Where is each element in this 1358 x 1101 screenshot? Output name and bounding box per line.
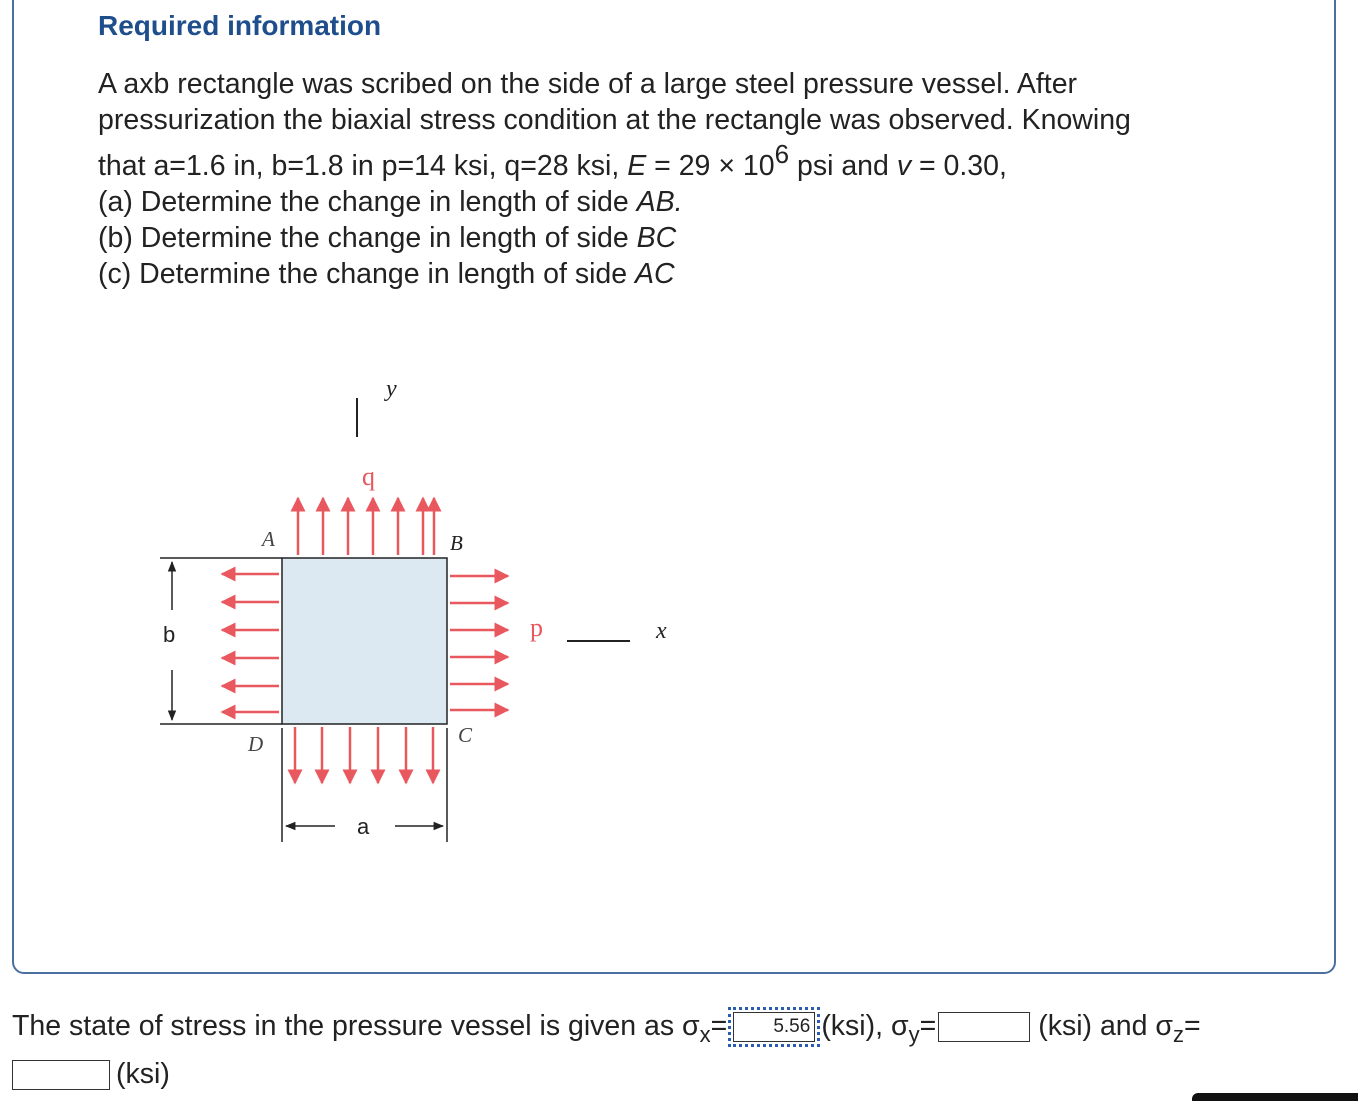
answer-prefix-text: The state of stress in the pressure vessel is given as σ (12, 1010, 700, 1042)
q-label: q (362, 462, 375, 491)
answer-sentence-line-2 (12, 1058, 170, 1091)
problem-statement (98, 66, 1298, 292)
problem-line-2: pressurization the biaxial stress condition at the rectangle was observed. Knowing (98, 104, 1131, 136)
unit-ksi-3: (ksi) (116, 1058, 170, 1090)
left-arrows (222, 574, 279, 712)
corner-a-label: A (262, 527, 275, 551)
bottom-edge-bar (1192, 1093, 1358, 1101)
y-axis-label: y (386, 376, 397, 402)
bottom-arrows (295, 727, 433, 783)
section-heading: Required information (98, 10, 382, 41)
x-axis-label: x (656, 618, 667, 644)
problem-line-1: A axb rectangle was scribed on the side of a large steel pressure vessel. After (98, 68, 1078, 100)
unit-ksi-2: (ksi) and σ (1038, 1010, 1174, 1042)
dimension-b-label: b (163, 622, 176, 647)
top-arrows (298, 498, 434, 555)
rectangle-plate (282, 558, 447, 724)
problem-line-3: that a=1.6 in, b=1.8 in p=14 ksi, q=28 ksi, $E = 29 \times 10^6$ psi and v = 0.30, (98, 138, 1007, 182)
sigma-y-input[interactable] (938, 1012, 1030, 1042)
dimension-a-label: a (357, 814, 370, 839)
sigma-z-input[interactable] (12, 1060, 110, 1090)
corner-c-label: C (458, 723, 473, 747)
corner-b-label: B (450, 531, 463, 555)
part-c: (c) Determine the change in length of side AC (98, 258, 675, 290)
p-label: p (530, 613, 543, 642)
unit-ksi-1: (ksi), σ (821, 1010, 909, 1042)
stress-figure (140, 360, 700, 850)
part-b: (b) Determine the change in length of side BC (98, 222, 677, 254)
dimension-b (160, 558, 282, 724)
part-a: (a) Determine the change in length of side AB. (98, 186, 683, 218)
right-arrows (450, 576, 508, 710)
sigma-x-input[interactable]: 5.56 (733, 1012, 815, 1042)
corner-d-label: D (248, 732, 264, 756)
answer-sentence: The state of stress in the pressure vessel is given as $\sigma_x= 5.56$ (ksi), $\sigma_y= (ksi)$ and $\sigma_z=$ (12, 1010, 1201, 1047)
